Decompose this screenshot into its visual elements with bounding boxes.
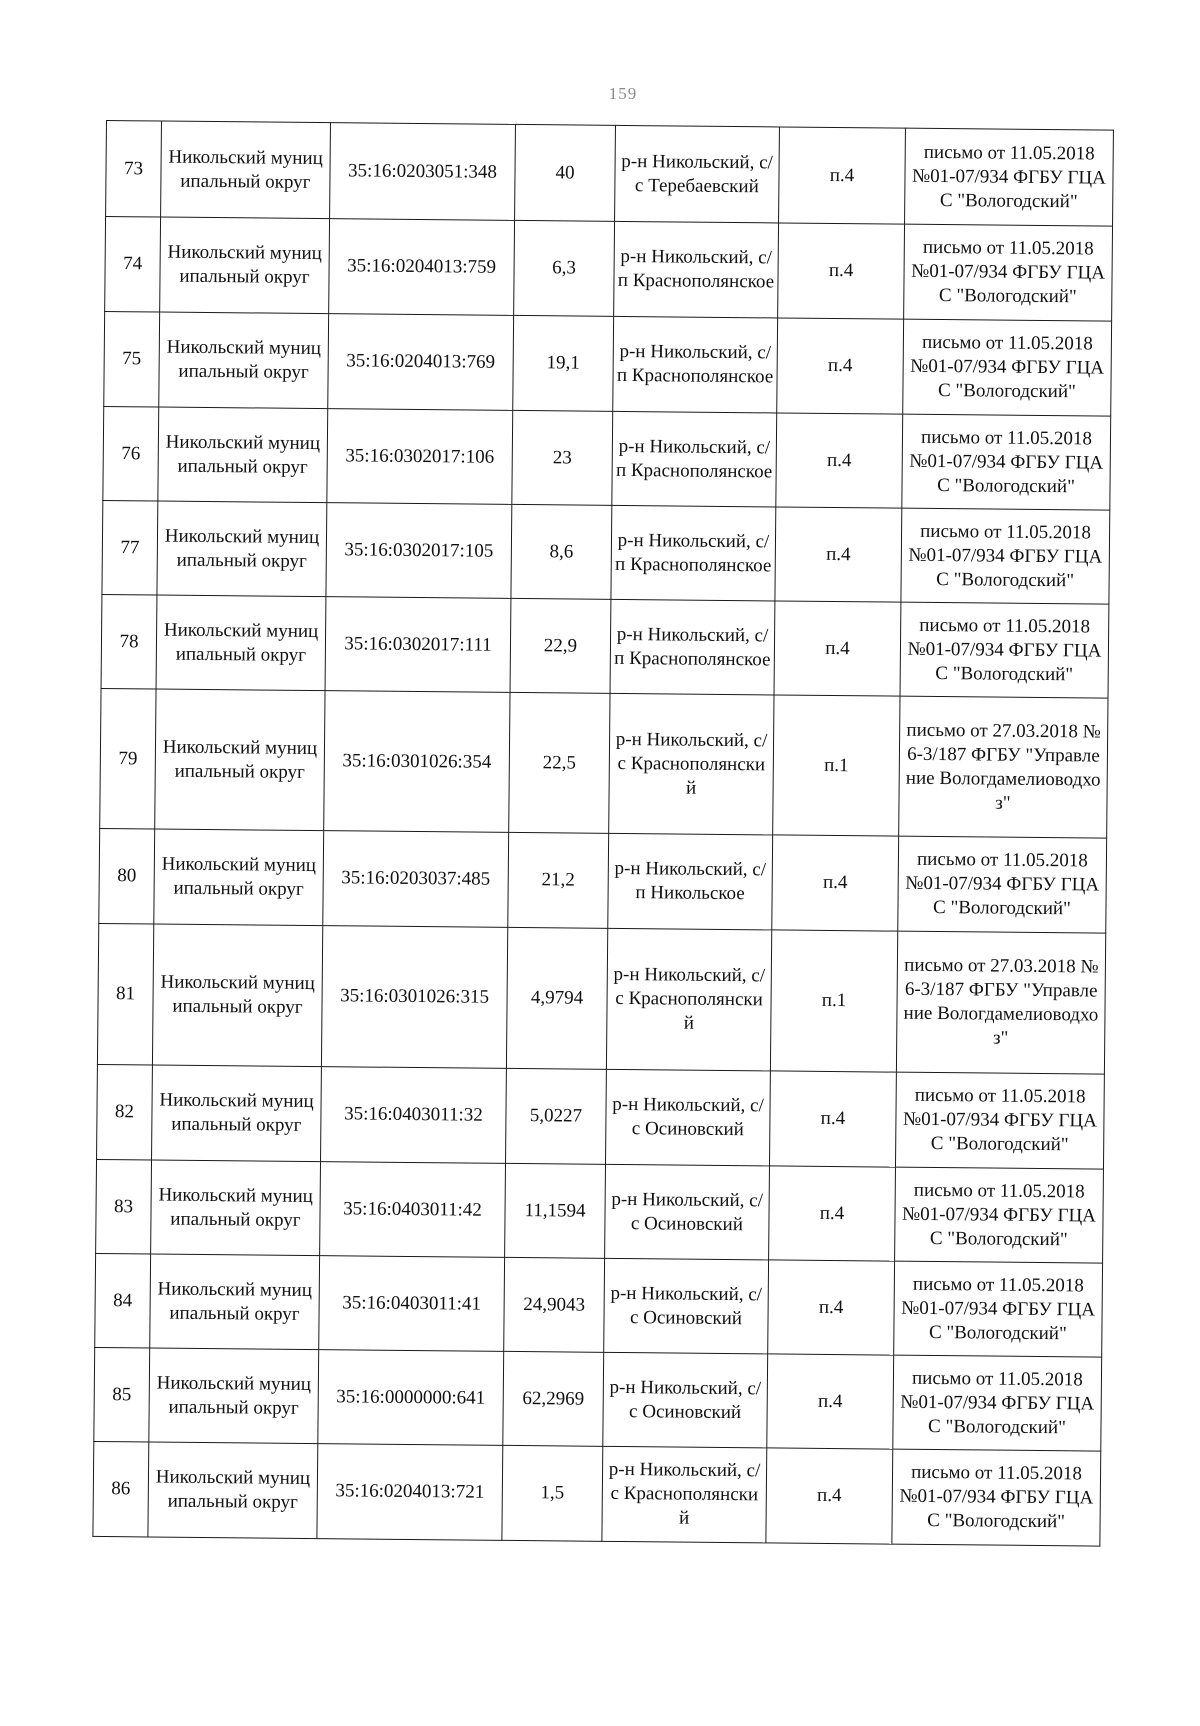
basis-document-cell: письмо от 11.05.2018 №01-07/934 ФГБУ ГЦАС "Вологодский" [892,1449,1101,1546]
cadastral-number-cell: 35:16:0302017:105 [326,503,512,599]
municipality-cell: Никольский муниципальный округ [149,1348,319,1444]
page-number: 159 [608,84,638,103]
clause-cell: п.4 [777,318,904,414]
cadastral-number-cell: 35:16:0403011:32 [321,1067,507,1164]
location-cell: р-н Никольский, с/п Краснополянское [613,316,778,413]
basis-document-cell: письмо от 11.05.2018 №01-07/934 ФГБУ ГЦАС "Вологодский" [895,1072,1104,1169]
municipality-cell: Никольский муниципальный округ [152,1065,322,1162]
row-number-cell: 73 [106,121,162,218]
cadastral-number-cell: 35:16:0203037:485 [323,831,509,928]
area-cell: 40 [515,124,616,221]
table-row [101,594,1109,698]
clause-cell: п.4 [769,1071,896,1167]
clause-cell: п.4 [778,223,905,319]
area-cell: 19,1 [513,315,614,411]
table-row [102,500,1110,604]
municipality-cell: Никольский муниципальный округ [158,407,328,503]
cadastral-number-cell: 35:16:0301026:315 [321,926,507,1069]
area-cell: 62,2969 [503,1351,604,1446]
table-row [103,406,1111,510]
clause-cell: п.4 [779,127,906,224]
clause-cell: п.4 [774,601,901,696]
municipality-cell: Никольский муниципальный округ [159,312,329,409]
basis-document-cell: письмо от 27.03.2018 № 6-3/187 ФГБУ "Управление Вологдамелиоводхоз" [899,696,1108,838]
cadastral-number-cell: 35:16:0302017:106 [327,409,513,505]
location-cell: р-н Никольский, с/п Краснополянское [612,411,777,507]
area-cell: 24,9043 [504,1257,605,1352]
area-cell: 22,9 [510,598,611,693]
row-number-cell: 78 [101,594,157,689]
area-cell: 1,5 [502,1445,603,1541]
municipality-cell: Никольский муниципальный округ [160,217,330,314]
clause-cell: п.1 [770,930,897,1072]
location-cell: р-н Никольский, с/с Теребаевский [615,125,780,223]
clause-cell: п.4 [768,1260,895,1355]
location-cell: р-н Никольский, с/п Краснополянское [610,599,775,695]
table-row [95,1253,1103,1357]
cadastral-number-cell: 35:16:0301026:354 [324,691,510,833]
basis-document-cell: письмо от 11.05.2018 №01-07/934 ФГБУ ГЦАС "Вологодский" [895,1167,1104,1263]
row-number-cell: 85 [94,1347,150,1442]
table-body [93,121,1114,1547]
row-number-cell: 83 [96,1159,152,1254]
clause-cell: п.4 [772,835,899,931]
area-cell: 23 [512,410,613,505]
table-row [97,1064,1105,1169]
location-cell: р-н Никольский, с/с Осиновский [605,1069,770,1166]
location-cell: р-н Никольский, с/с Краснополянский [606,928,771,1071]
basis-document-cell: письмо от 11.05.2018 №01-07/934 ФГБУ ГЦАС "Вологодский" [898,836,1107,933]
row-number-cell: 84 [95,1253,151,1348]
table-row [97,923,1105,1074]
cadastral-number-cell: 35:16:0000000:641 [318,1350,504,1446]
basis-document-cell: письмо от 11.05.2018 №01-07/934 ФГБУ ГЦАС "Вологодский" [894,1261,1103,1357]
basis-document-cell: письмо от 11.05.2018 №01-07/934 ФГБУ ГЦАС "Вологодский" [901,508,1110,604]
table-row [99,828,1107,933]
cadastral-number-cell: 35:16:0203051:348 [330,123,516,221]
table-row [96,1159,1104,1263]
cadastral-number-cell: 35:16:0302017:111 [325,597,511,693]
basis-document-cell: письмо от 11.05.2018 №01-07/934 ФГБУ ГЦАС "Вологодский" [905,128,1114,226]
clause-cell: п.4 [769,1166,896,1261]
table-row [94,1347,1102,1451]
location-cell: р-н Никольский, с/с Осиновский [603,1352,768,1448]
clause-cell: п.4 [776,413,903,508]
clause-cell: п.1 [773,695,900,836]
row-number-cell: 77 [102,500,158,595]
area-cell: 8,6 [511,504,612,599]
area-cell: 4,9794 [506,927,607,1069]
municipality-cell: Никольский муниципальный округ [161,121,331,219]
area-cell: 22,5 [509,692,610,833]
location-cell: р-н Никольский, с/п Краснополянское [611,505,776,601]
row-number-cell: 75 [104,311,160,407]
cadastral-number-cell: 35:16:0204013:769 [328,314,514,411]
table-row [93,1441,1101,1546]
clause-cell: п.4 [775,507,902,602]
area-cell: 5,0227 [506,1068,607,1164]
land-plots-table [92,120,1114,1547]
table-row [100,688,1108,838]
row-number-cell: 82 [97,1064,153,1160]
location-cell: р-н Никольский, с/п Никольское [608,833,773,930]
municipality-cell: Никольский муниципальный округ [155,689,325,831]
area-cell: 6,3 [514,220,615,316]
row-number-cell: 80 [99,828,155,924]
table-row [106,121,1114,227]
basis-document-cell: письмо от 11.05.2018 №01-07/934 ФГБУ ГЦАС "Вологодский" [900,602,1109,698]
basis-document-cell: письмо от 11.05.2018 №01-07/934 ФГБУ ГЦАС "Вологодский" [903,319,1112,416]
row-number-cell: 86 [93,1441,149,1537]
location-cell: р-н Никольский, с/с Осиновский [604,1258,769,1354]
location-cell: р-н Никольский, с/с Краснополянский [609,693,774,835]
municipality-cell: Никольский муниципальный округ [154,829,324,926]
municipality-cell: Никольский муниципальный округ [151,1160,321,1256]
basis-document-cell: письмо от 11.05.2018 №01-07/934 ФГБУ ГЦАС "Вологодский" [893,1355,1102,1451]
row-number-cell: 79 [100,688,156,829]
basis-document-cell: письмо от 27.03.2018 № 6-3/187 ФГБУ "Управление Вологдамелиоводхоз" [896,931,1105,1074]
municipality-cell: Никольский муниципальный округ [150,1254,320,1350]
basis-document-cell: письмо от 11.05.2018 №01-07/934 ФГБУ ГЦАС "Вологодский" [902,414,1111,510]
table-row [105,217,1113,322]
basis-document-cell: письмо от 11.05.2018 №01-07/934 ФГБУ ГЦАС "Вологодский" [904,224,1113,321]
municipality-cell: Никольский муниципальный округ [152,924,322,1067]
row-number-cell: 81 [97,923,153,1065]
location-cell: р-н Никольский, с/с Краснополянский [602,1446,767,1543]
location-cell: р-н Никольский, с/с Осиновский [605,1164,770,1260]
clause-cell: п.4 [766,1448,893,1544]
municipality-cell: Никольский муниципальный округ [148,1442,318,1539]
table-row [104,311,1112,416]
cadastral-number-cell: 35:16:0403011:42 [320,1162,506,1258]
cadastral-number-cell: 35:16:0204013:759 [329,219,515,316]
row-number-cell: 76 [103,406,159,501]
municipality-cell: Никольский муниципальный округ [157,501,327,597]
cadastral-number-cell: 35:16:0204013:721 [317,1444,503,1541]
municipality-cell: Никольский муниципальный округ [156,595,326,691]
area-cell: 21,2 [508,832,609,928]
area-cell: 11,1594 [505,1163,606,1258]
location-cell: р-н Никольский, с/п Краснополянское [614,221,779,318]
cadastral-number-cell: 35:16:0403011:41 [319,1256,505,1352]
row-number-cell: 74 [105,217,161,313]
clause-cell: п.4 [767,1354,894,1449]
